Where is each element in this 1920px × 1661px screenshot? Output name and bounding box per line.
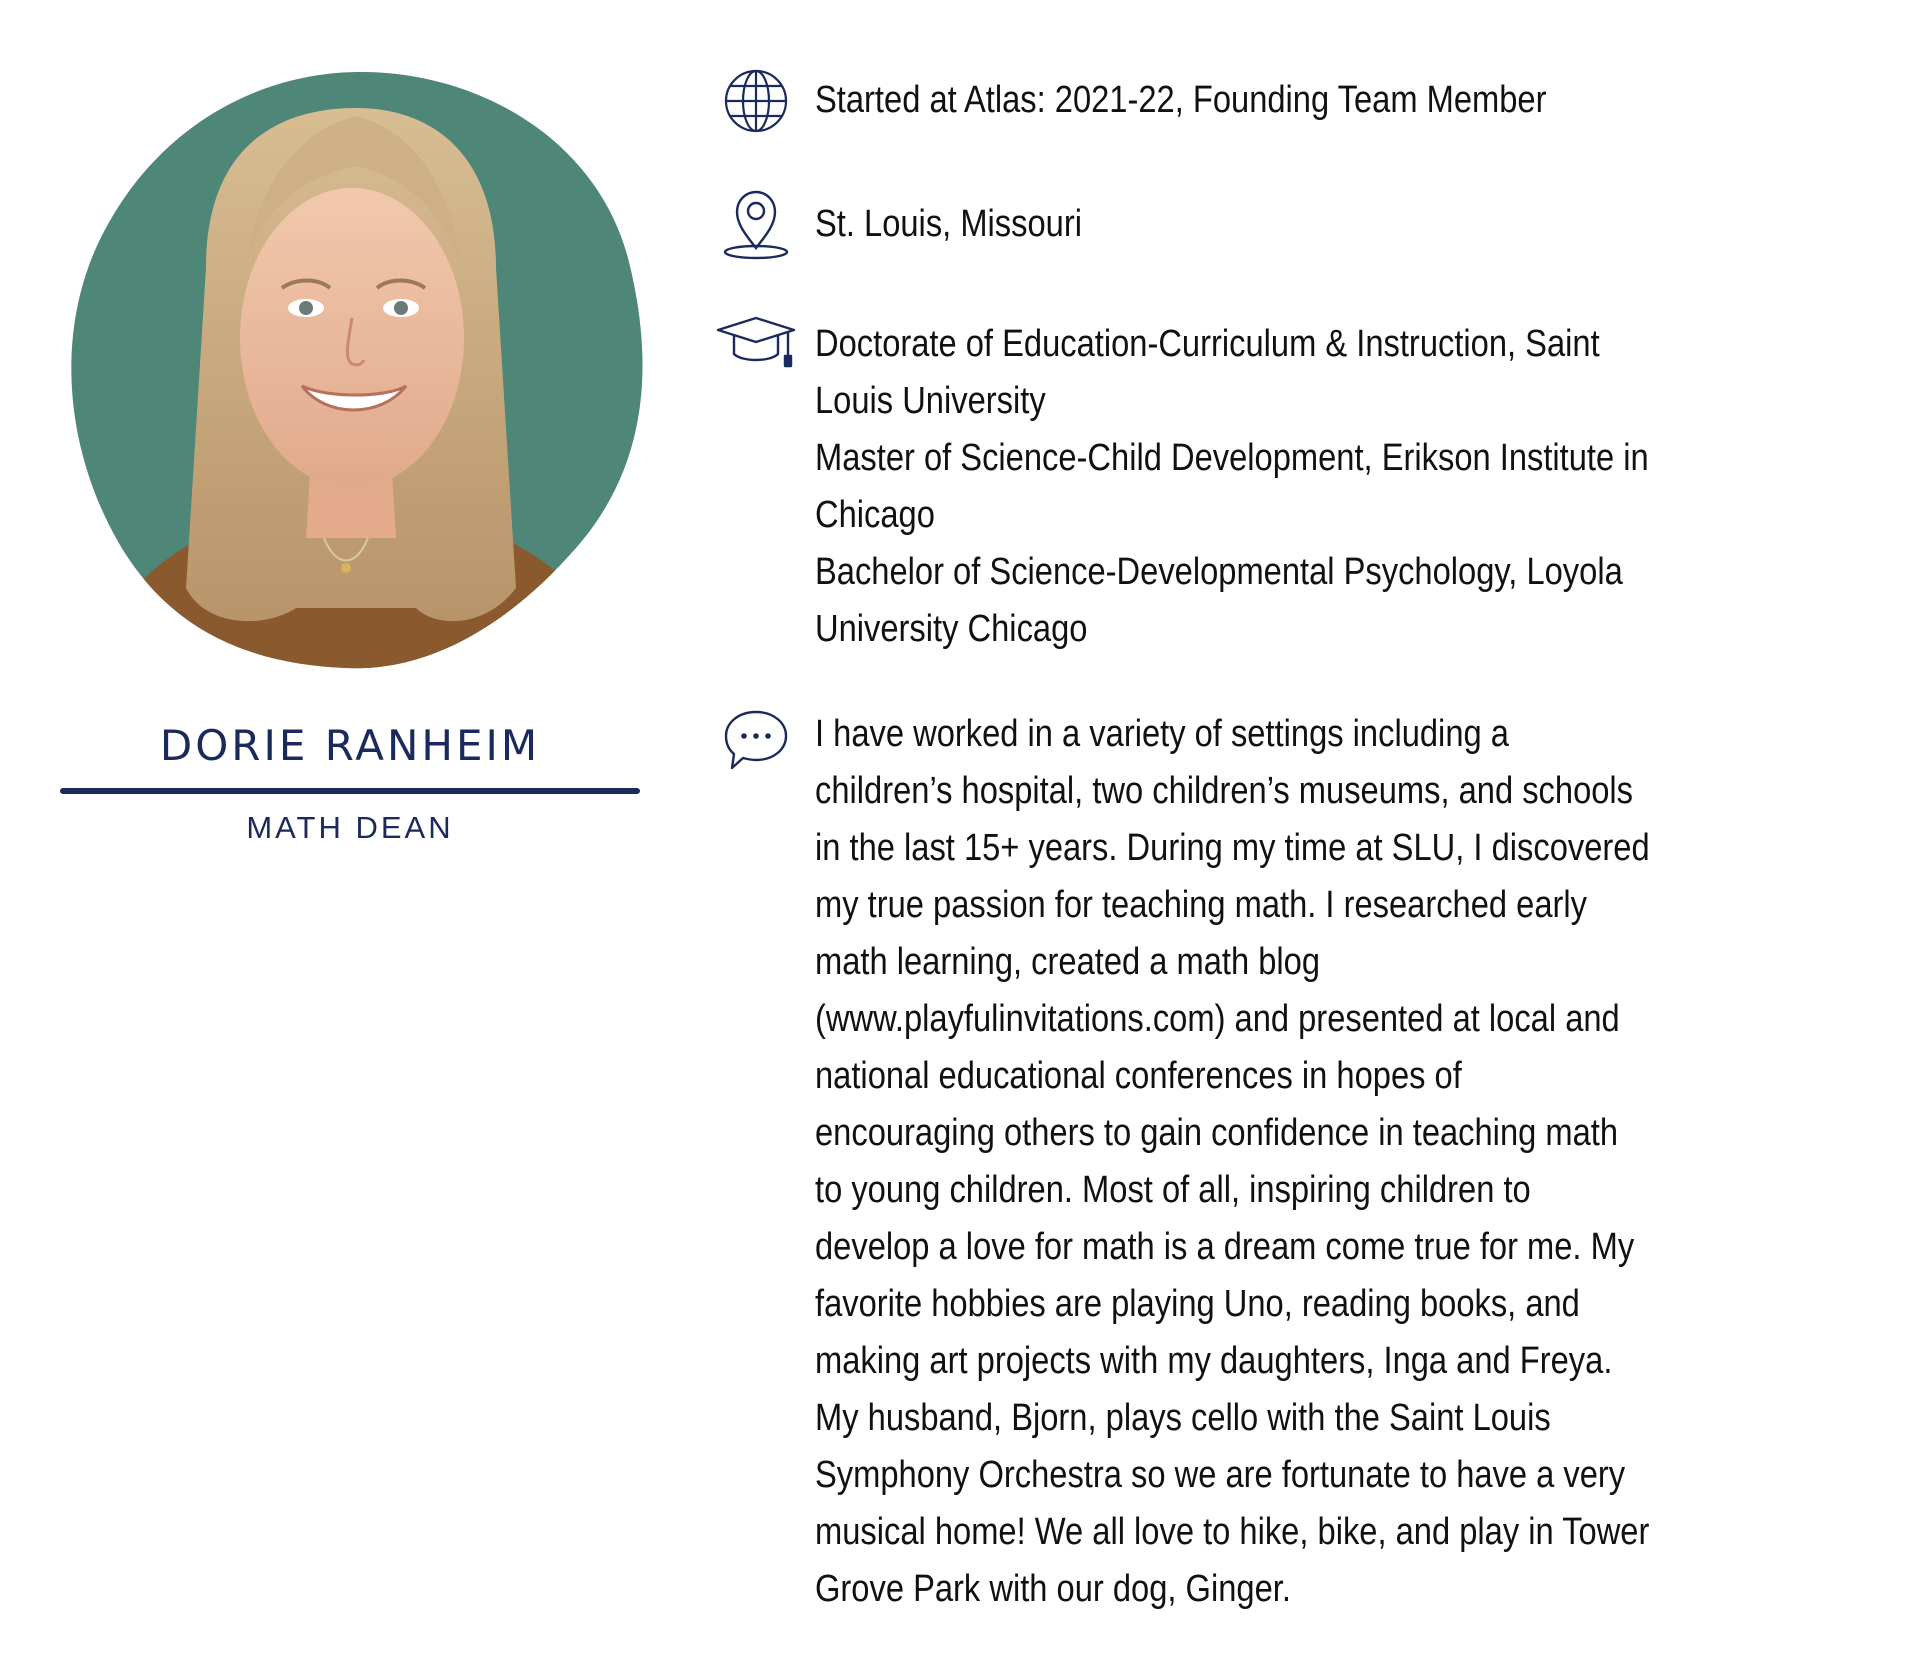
face — [240, 188, 464, 488]
portrait-illustration — [56, 68, 646, 672]
bio-line: making art projects with my daughters, Inga and Freya. — [815, 1340, 1613, 1382]
education-line: Master of Science-Child Development, Erikson Institute in — [815, 437, 1649, 479]
education-line: Louis University — [815, 380, 1046, 422]
bio-line: favorite hobbies are playing Uno, reading books, and — [815, 1283, 1580, 1325]
bio-line: my true passion for teaching math. I researched early — [815, 884, 1587, 926]
bio-line: musical home! We all love to hike, bike, and play in Tower — [815, 1511, 1650, 1553]
bio-line: in the last 15+ years. During my time at SLU, I discovered — [815, 827, 1650, 869]
education-line: Doctorate of Education-Curriculum & Instruction, Saint — [815, 323, 1600, 365]
bio-line: math learning, created a math blog — [815, 941, 1321, 983]
location-pin-icon — [708, 188, 804, 262]
bio-line: children’s hospital, two children’s museums, and schools — [815, 770, 1634, 812]
name-divider — [60, 788, 640, 794]
education-line: Bachelor of Science-Developmental Psychology, Loyola — [815, 551, 1623, 593]
bio-line: to young children. Most of all, inspiring children to — [815, 1169, 1531, 1211]
bio-line: develop a love for math is a dream come true for me. My — [815, 1226, 1635, 1268]
bio-line: (www.playfulinvitations.com) and presented at local and — [815, 998, 1620, 1040]
globe-icon — [708, 68, 804, 134]
person-role: MATH DEAN — [246, 810, 454, 845]
bio-text — [815, 706, 1650, 1618]
profile-photo — [56, 68, 646, 672]
location-text: St. Louis, Missouri — [815, 203, 1082, 245]
education-line: Chicago — [815, 494, 935, 536]
bio-line: Symphony Orchestra so we are fortunate to have a very — [815, 1454, 1626, 1496]
speech-bubble-icon — [708, 708, 804, 772]
education-text — [815, 316, 1649, 658]
graduation-cap-icon — [708, 316, 804, 372]
bio-line: Grove Park with our dog, Ginger. — [815, 1568, 1291, 1610]
started-at-text: Started at Atlas: 2021-22, Founding Team Member — [815, 79, 1547, 121]
bio-line: national educational conferences in hopes of — [815, 1055, 1462, 1097]
bio-line: encouraging others to gain confidence in teaching math — [815, 1112, 1619, 1154]
education-line: University Chicago — [815, 608, 1088, 650]
person-name: DORIE RANHEIM — [159, 721, 541, 770]
bio-line: My husband, Bjorn, plays cello with the Saint Louis — [815, 1397, 1551, 1439]
bio-line: I have worked in a variety of settings including a — [815, 713, 1509, 755]
